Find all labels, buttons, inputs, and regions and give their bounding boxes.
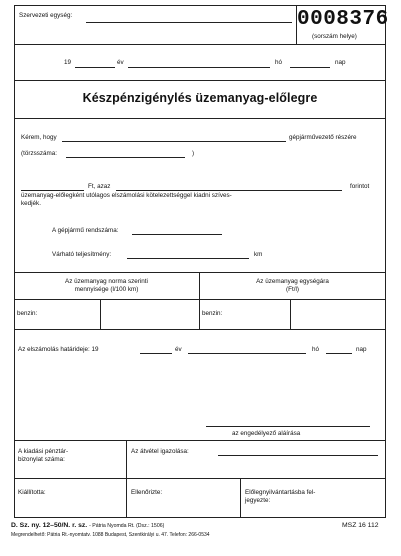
header-divider bbox=[14, 44, 386, 45]
form-title: Készpénzigénylés üzemanyag-előlegre bbox=[82, 91, 318, 105]
form-print-info: - Pátria Nyomda Rt. (Dsz.: 1506) bbox=[89, 523, 165, 529]
deadline-label: Az elszámolás határideje: 19 bbox=[18, 346, 99, 353]
price-header-line1: Az üzemanyag egységára bbox=[256, 278, 329, 285]
serial-caption: (sorszám helye) bbox=[312, 33, 357, 40]
form-code bbox=[11, 522, 164, 529]
price-header-line2: (Ft/l) bbox=[286, 286, 299, 293]
deadline-year-label: év bbox=[175, 346, 182, 353]
request-line2-start: (törzsszáma: bbox=[21, 150, 58, 157]
deadline-month-field[interactable] bbox=[188, 353, 306, 354]
signatures-divider-1 bbox=[126, 478, 127, 518]
norm-header-line2: mennyisége (l/100 km) bbox=[74, 286, 139, 293]
standard-code: MSZ 16 112 bbox=[342, 522, 379, 529]
request-line2-end: ) bbox=[192, 150, 195, 157]
amount-words-field[interactable] bbox=[116, 190, 342, 191]
confirmation-label: Az átvétel igazolása: bbox=[131, 448, 189, 455]
fuel-price-value-cell[interactable] bbox=[291, 300, 385, 328]
distributor-info: Megrendelhető: Pátria Rt.-nyomtatv. 1088 Budapest, Szentkirályi u. 47. Telefon: 266-0534 bbox=[11, 532, 210, 538]
approver-signature-caption: az engedélyező aláírása bbox=[232, 430, 301, 437]
driver-name-field[interactable] bbox=[62, 141, 286, 142]
distance-field[interactable] bbox=[127, 258, 249, 259]
plate-field[interactable] bbox=[132, 234, 222, 235]
date-day-label: nap bbox=[335, 59, 346, 66]
date-divider bbox=[14, 80, 386, 81]
distance-label: Várható teljesítmény: bbox=[52, 251, 112, 258]
date-day-field[interactable] bbox=[290, 67, 330, 68]
form-code-bold: D. Sz. ny. 12–50/N. r. sz. bbox=[11, 522, 88, 529]
recorded-by-line2: jegyezte: bbox=[245, 497, 271, 504]
checked-by-label: Ellenőrizte: bbox=[131, 489, 163, 496]
issued-by-label: Kiállította: bbox=[18, 489, 46, 496]
receipt-divider bbox=[126, 440, 127, 478]
deadline-day-field[interactable] bbox=[326, 353, 352, 354]
date-year-label: év bbox=[117, 59, 124, 66]
request-line1-start: Kérem, hogy bbox=[21, 134, 57, 141]
organizational-unit-field[interactable] bbox=[86, 22, 292, 23]
amount-label: Ft, azaz bbox=[88, 183, 111, 190]
receipt-bottom bbox=[14, 478, 386, 479]
voucher-label-line1: A kiadási pénztár- bbox=[18, 448, 69, 455]
fuel-table-center-divider bbox=[199, 272, 200, 329]
date-month-field[interactable] bbox=[128, 67, 270, 68]
organizational-unit-label: Szervezeti egység: bbox=[19, 12, 73, 19]
amount-number-field[interactable] bbox=[21, 190, 84, 191]
deadline-year-field[interactable] bbox=[140, 353, 172, 354]
purpose-line1: üzemanyag-előlegként utólagos elszámolási kötelezettséggel kiadni szíves- bbox=[21, 192, 232, 199]
form-frame bbox=[14, 5, 386, 518]
deadline-month-label: hó bbox=[312, 346, 320, 353]
signature-divider bbox=[14, 440, 386, 441]
deadline-day-label: nap bbox=[356, 346, 367, 353]
confirmation-field[interactable] bbox=[218, 455, 378, 456]
norm-header-line1: Az üzemanyag norma szerinti bbox=[65, 278, 148, 285]
voucher-label-line2: bizonylat száma: bbox=[18, 456, 65, 463]
purpose-line2: kedjék. bbox=[21, 200, 41, 207]
fuel-table-bottom bbox=[14, 329, 386, 330]
date-month-label: hó bbox=[275, 59, 283, 66]
fuel-price-row-label: benzin: bbox=[202, 310, 223, 317]
request-divider bbox=[14, 272, 386, 273]
serial-number: 0008376 bbox=[297, 8, 389, 31]
amount-end: forintot bbox=[350, 183, 370, 190]
signatures-divider-2 bbox=[240, 478, 241, 518]
date-year-field[interactable] bbox=[75, 67, 115, 68]
request-line1-end: gépjárművezető részére bbox=[289, 134, 357, 141]
plate-label: A gépjármű rendszáma: bbox=[52, 227, 119, 234]
recorded-by-line1: Előlegnyilvántartásba fel- bbox=[245, 489, 316, 496]
fuel-norm-row-label: benzin: bbox=[17, 310, 38, 317]
title-divider bbox=[14, 118, 386, 119]
fuel-norm-value-cell[interactable] bbox=[101, 300, 198, 328]
date-year-prefix: 19 bbox=[64, 59, 72, 66]
employee-id-field[interactable] bbox=[66, 157, 185, 158]
approver-signature-line[interactable] bbox=[206, 426, 370, 427]
distance-unit: km bbox=[254, 251, 263, 258]
